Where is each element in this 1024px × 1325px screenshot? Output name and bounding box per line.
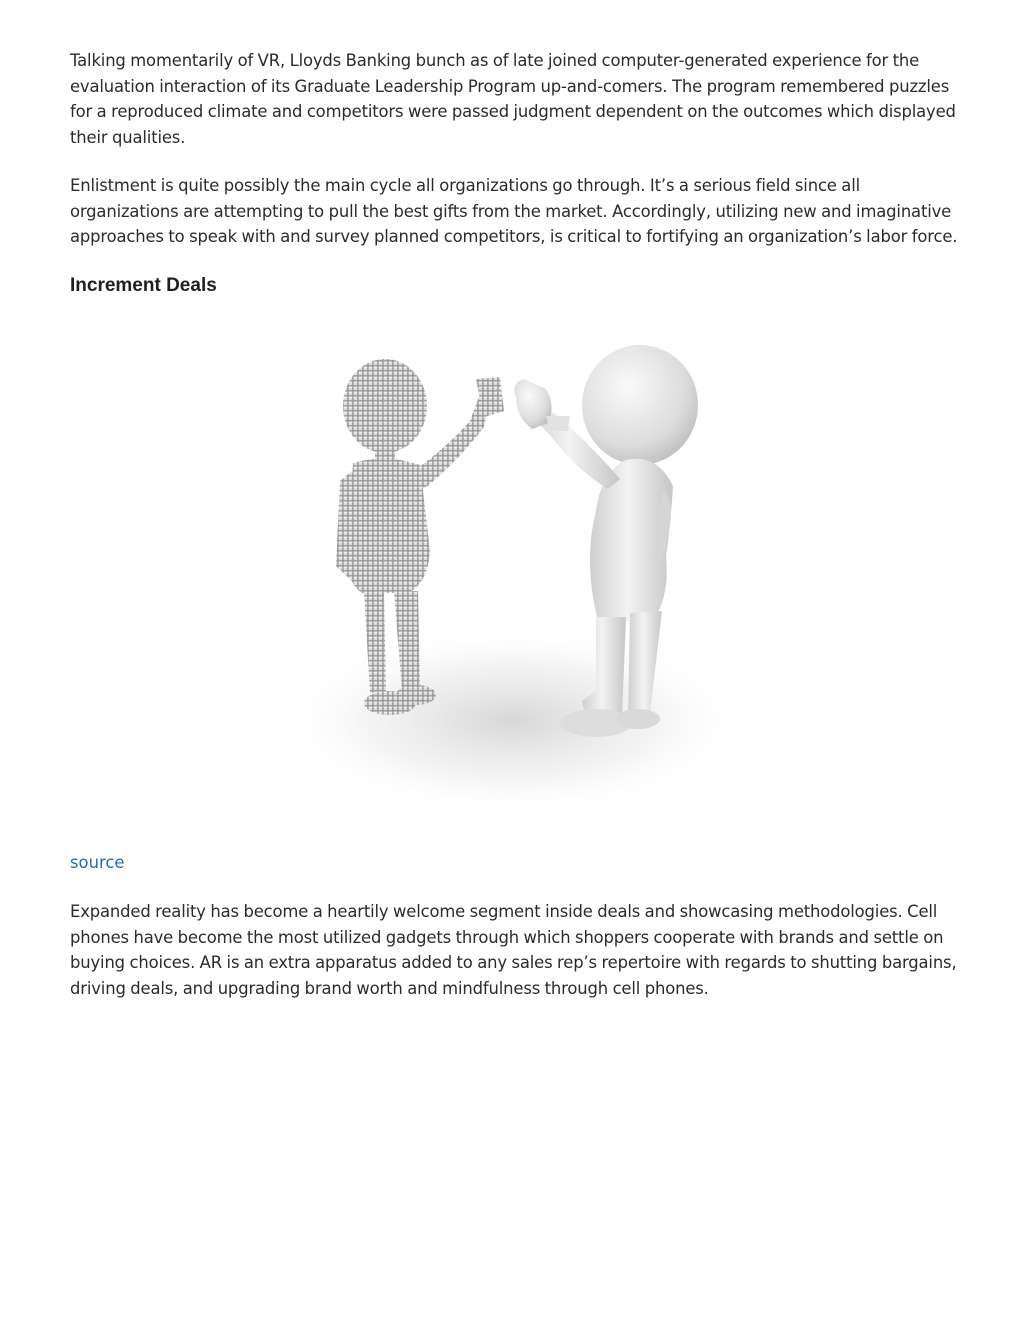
paragraph-vr-lloyds: Talking momentarily of VR, Lloyds Banking bunch as of late joined computer-generated experience for the evaluation interaction of its Graduate Leadership Program up-and-comers. The program remembered puzzles for a reproduced climate and competitors were passed judgment dependent on the outcomes which displayed their qualities.	[70, 51, 956, 147]
source-link[interactable]: source	[70, 853, 125, 872]
article-body-continued	[70, 899, 960, 1024]
article-body	[70, 48, 960, 323]
paragraph-expanded-reality: Expanded reality has become a heartily welcome segment inside deals and showcasing methodologies. Cell phones have become the most utilized gadgets through which shoppers cooperate with brands and settle on buying choices. AR is an extra apparatus added to any sales rep’s repertoire with regards to shutting bargains, driving deals, and upgrading brand worth and mindfulness through cell phones.	[70, 902, 957, 998]
figure-high-five-illustration	[278, 321, 748, 801]
section-heading: Increment Deals	[70, 274, 217, 296]
paragraph-enlistment: Enlistment is quite possibly the main cycle all organizations go through. It’s a serious field since all organizations are attempting to pull the best gifts from the market. Accordingly, utilizing new and imaginative approaches to speak with and survey planned competitors, is critical to fortifying an organization’s labor force.	[70, 176, 958, 246]
high-five-figures-icon	[278, 321, 748, 801]
